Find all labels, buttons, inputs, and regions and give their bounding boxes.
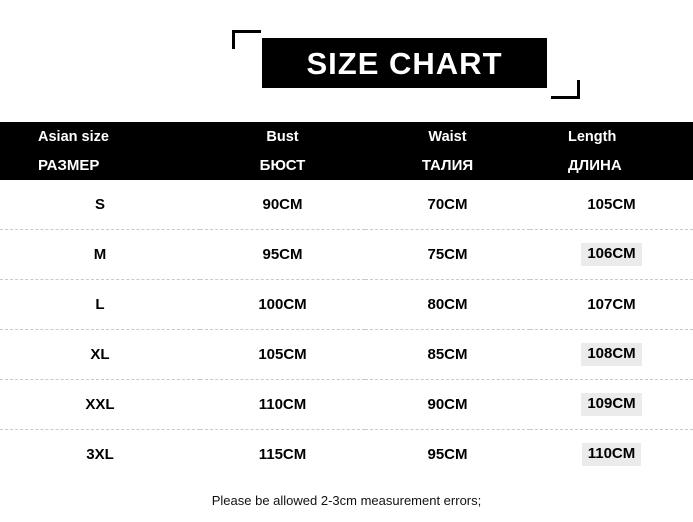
cell-size: L <box>0 280 200 330</box>
cell-waist: 90CM <box>365 380 530 430</box>
cell-length <box>530 280 693 330</box>
column-header-bust-ru: БЮСТ <box>200 151 365 180</box>
cell-size: S <box>0 180 200 230</box>
size-chart-table <box>0 122 693 479</box>
cell-length-value: 106CM <box>581 243 641 266</box>
cell-size: M <box>0 230 200 280</box>
cell-length-value: 109CM <box>581 393 641 416</box>
title-banner <box>262 38 547 88</box>
corner-bracket-bottom-right-icon <box>551 80 580 99</box>
column-header-size-ru: РАЗМЕР <box>0 151 200 180</box>
cell-length <box>530 380 693 430</box>
cell-length-value: 107CM <box>587 296 636 313</box>
cell-waist: 85CM <box>365 330 530 380</box>
measurement-note: Please be allowed 2-3cm measurement errors; <box>211 493 482 508</box>
column-header-size-en: Asian size <box>0 122 200 151</box>
cell-length <box>530 230 693 280</box>
cell-bust: 100CM <box>200 280 365 330</box>
cell-length <box>530 430 693 480</box>
cell-length-value: 110CM <box>582 443 642 466</box>
table-row <box>0 230 693 280</box>
column-header-bust-en: Bust <box>200 122 365 151</box>
cell-length-value: 105CM <box>587 196 636 213</box>
column-header-waist-ru: ТАЛИЯ <box>365 151 530 180</box>
cell-bust: 110CM <box>200 380 365 430</box>
cell-length-value: 108CM <box>581 343 641 366</box>
table-header-row-english <box>0 122 693 151</box>
column-header-waist-en: Waist <box>365 122 530 151</box>
cell-waist: 75CM <box>365 230 530 280</box>
table-row <box>0 380 693 430</box>
cell-bust: 115CM <box>200 430 365 480</box>
title-area <box>0 0 693 122</box>
table-row <box>0 430 693 480</box>
cell-length <box>530 180 693 230</box>
cell-waist: 70CM <box>365 180 530 230</box>
cell-length <box>530 330 693 380</box>
cell-waist: 95CM <box>365 430 530 480</box>
column-header-length-ru: ДЛИНА <box>530 151 693 180</box>
column-header-length-en: Length <box>530 122 693 151</box>
page-title: SIZE CHART <box>306 45 503 81</box>
table-row <box>0 280 693 330</box>
table-row <box>0 180 693 230</box>
cell-bust: 90CM <box>200 180 365 230</box>
table-row <box>0 330 693 380</box>
cell-size: XL <box>0 330 200 380</box>
cell-bust: 95CM <box>200 230 365 280</box>
cell-size: 3XL <box>0 430 200 480</box>
cell-waist: 80CM <box>365 280 530 330</box>
cell-size: XXL <box>0 380 200 430</box>
table-header-row-russian <box>0 151 693 180</box>
corner-bracket-top-left-icon <box>232 30 261 49</box>
cell-bust: 105CM <box>200 330 365 380</box>
